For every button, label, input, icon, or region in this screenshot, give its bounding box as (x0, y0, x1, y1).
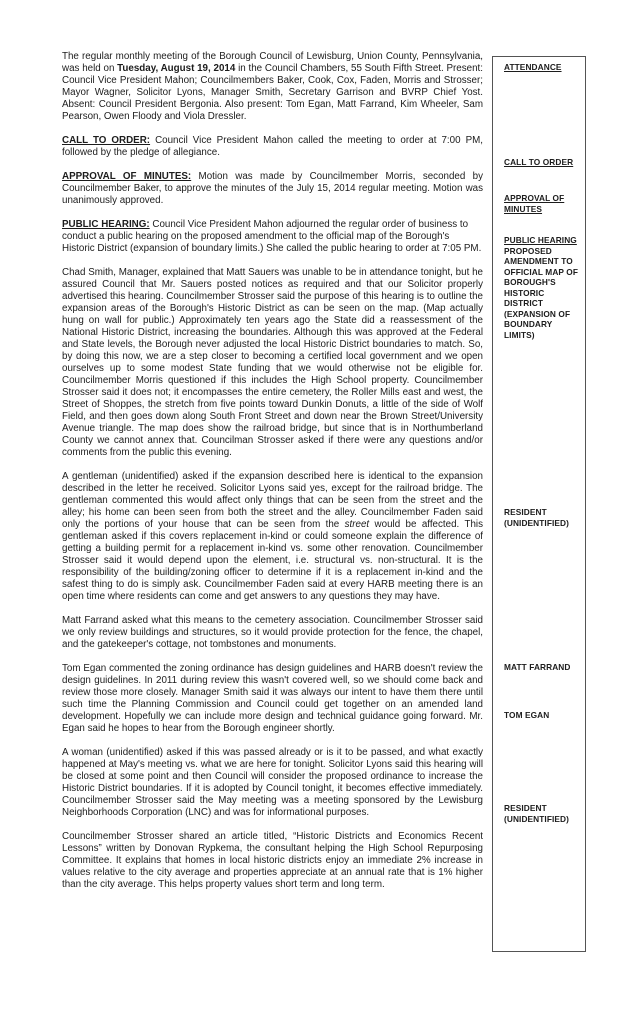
margin-note-label: CALL TO ORDER (504, 157, 574, 167)
text-segment: The regular monthly meeting of the Borough Council of Lewisburg, Union County, Pennsylvania, was held on (62, 51, 483, 74)
text-segment: Councilmember Strosser shared an article titled, “Historic Districts and Economics Recent Lessons” written by Donovan Rypkema, the consultant helping the High School Repurposing Committee. It explains that homes in local historic districts enjoy an immediate 2% increase in values relative to the city average and properties appreciate at an annual rate that is 1% higher than the city average. This helps property values short term and long term. (62, 831, 483, 890)
text-segment: Motion was made by Councilmember Morris, seconded by Councilmember Baker, to approve the minutes of the July 15, 2014 regular meeting. Motion was unanimously approved. (62, 171, 483, 206)
minutes-text-column (62, 51, 483, 903)
paragraph-matt-farrand (62, 615, 483, 651)
margin-note-label: TOM EGAN (504, 710, 550, 720)
margin-note-label: RESIDENT (UNIDENTIFIED) (504, 803, 570, 824)
paragraph-woman (62, 747, 483, 819)
text-segment: Matt Farrand asked what this means to the cemetery association. Councilmember Strosser said we only review buildings and structures, so it would provide protection for the fence, the chapel, and the gatekeeper's cottage, not tombstones and monuments. (62, 615, 483, 650)
text-segment: Council Vice President Mahon called the meeting to order at 7:00 PM, followed by the pledge of allegiance. (62, 135, 483, 158)
paragraph-chad-smith (62, 267, 483, 459)
margin-notes-box (492, 56, 586, 952)
margin-note-public-hearing (504, 235, 584, 340)
margin-note-label: MATT FARRAND (504, 662, 571, 672)
margin-note-label: RESIDENT (UNIDENTIFIED) (504, 507, 570, 528)
paragraph-tom-egan (62, 663, 483, 735)
margin-note-resident-2 (504, 803, 584, 824)
text-segment: Council Vice President Mahon adjourned the regular order of business to conduct a public hearing on the proposed amendment to the official map of the Borough's Historic District (expansion of boundary limits.) She called the public hearing to order at 7:05 PM. (62, 219, 482, 254)
meeting-date: Tuesday, August 19, 2014 (117, 63, 236, 74)
text-segment: A gentleman (unidentified) asked if the expansion described here is identical to the expansion described in the letter he received. Solicitor Lyons said yes, except for the railroad bridge. The gentleman commented this would affect only things that can be seen from the street and the alley; his home can been seen from both the street and the alley. Councilmember Faden said only the portions of your house that can be seen from the (62, 471, 483, 530)
text-segment: in the Council Chambers, 55 South Fifth Street. Present: Council Vice President Mahon; Councilmembers Baker, Cook, Cox, Faden, Morris and Strosser; Mayor Wagner, Solicitor Lyons, Manager Smith, Secretary Garrison and BVRP Chief Yost. Absent: Council President Bergonia. Also present: Tom Egan, Matt Farrand, Kim Wheeler, Sam Pearson, Owen Floody and Viola Dressler. (62, 63, 483, 122)
margin-note-matt-farrand (504, 662, 584, 673)
text-segment: would be affected. This gentleman asked if this covers replacement in-kind or could someone explain the difference of getting a building permit for a replacement in-kind vs. some other renovation. Councilmember Strosser said it would depend upon the element, i.e. structural vs. non-structural. It is the responsibility of the building/zoning officer to determine if it is a replacement in-kind and the safest thing to do is simply ask. Councilmember Faden said at every HARB meeting there is an open time where residents can come and get answers to any questions they may have. (62, 519, 483, 602)
margin-note-detail: PROPOSED AMENDMENT TO OFFICIAL MAP OF BOROUGH'S HISTORIC DISTRICT (EXPANSION OF BOUNDARY LIMITS) (504, 245, 579, 340)
section-heading-call-to-order: CALL TO ORDER: (62, 135, 151, 146)
margin-note-label: ATTENDANCE (504, 62, 562, 72)
paragraph-attendance (62, 51, 483, 123)
margin-note-attendance (504, 62, 584, 73)
margin-note-label: APPROVAL OF MINUTES (504, 193, 565, 214)
paragraph-article (62, 831, 483, 891)
margin-note-tom-egan (504, 710, 584, 721)
text-segment: A woman (unidentified) asked if this was passed already or is it to be passed, and what exactly happened at May's meeting vs. what we are here for tonight. Solicitor Lyons said this hearing will be closed at some point and then Council will consider the proposed ordinance to increase the Historic District boundaries. If it is adopted by Council tonight, it becomes effective immediately. Councilmember Strosser said the May meeting was a meeting sponsored by the Lewisburg Neighborhoods Corporation (LNC) and was for informational purposes. (62, 747, 483, 818)
margin-note-approval-of-minutes (504, 193, 584, 214)
paragraph-public-hearing (62, 219, 483, 255)
section-heading-approval-of-minutes: APPROVAL OF MINUTES: (62, 171, 192, 182)
paragraph-call-to-order (62, 135, 483, 159)
margin-note-call-to-order (504, 157, 584, 168)
text-segment: Chad Smith, Manager, explained that Matt Sauers was unable to be in attendance tonight, but he assured Council that Mr. Sauers posted notices as required and that our Solicitor properly advertised this hearing. Councilmember Strosser said the purpose of this hearing is to outline the expansion areas of the Borough's Historic District as can be seen on the map. (Map actually hung on wall for public.) Approximately ten years ago the State did a reassessment of the National Historic District, increasing the boundaries. Although this was approved at the Federal and State levels, the Borough never adjusted the local Historic District boundaries to match. So, by doing this now, we are a step closer to becoming a certified local government and we open ourselves up to some modest State funding that we would otherwise not be eligible for. Councilmember Morris questioned if this includes the High School property. Councilmember Strosser said it does not; it encompasses the entire cemetery, the Roller Mills east and west, the Street of Shoppes, the stretch from five points toward Dunkin Donuts, a little of the side of Wolf Field, and then goes down along South Front Street and down near the Brown Street/University Avenue triangle. The map does show the railroad bridge, but since that is in Northumberland County we cannot annex that. Councilman Strosser asked if there were any questions and/or comments from the public this evening. (62, 267, 483, 458)
paragraph-approval-of-minutes (62, 171, 483, 207)
section-heading-public-hearing: PUBLIC HEARING: (62, 219, 150, 230)
text-segment: Tom Egan commented the zoning ordinance has design guidelines and HARB doesn't review the design guidelines. In 2011 during review this wasn't covered well, so we should come back and review those more closely. Manager Smith said it was always our intent to have them there until such time the Planning Commission and Council could get together on an amended land development. Hopefully we can include more design and technical guidance going forward. Mr. Egan said he hopes to hear from the Borough engineer shortly. (62, 663, 483, 734)
paragraph-gentleman (62, 471, 483, 603)
margin-note-resident-1 (504, 507, 584, 528)
emphasized-word: street (344, 519, 370, 530)
margin-note-label: PUBLIC HEARING (504, 235, 577, 245)
